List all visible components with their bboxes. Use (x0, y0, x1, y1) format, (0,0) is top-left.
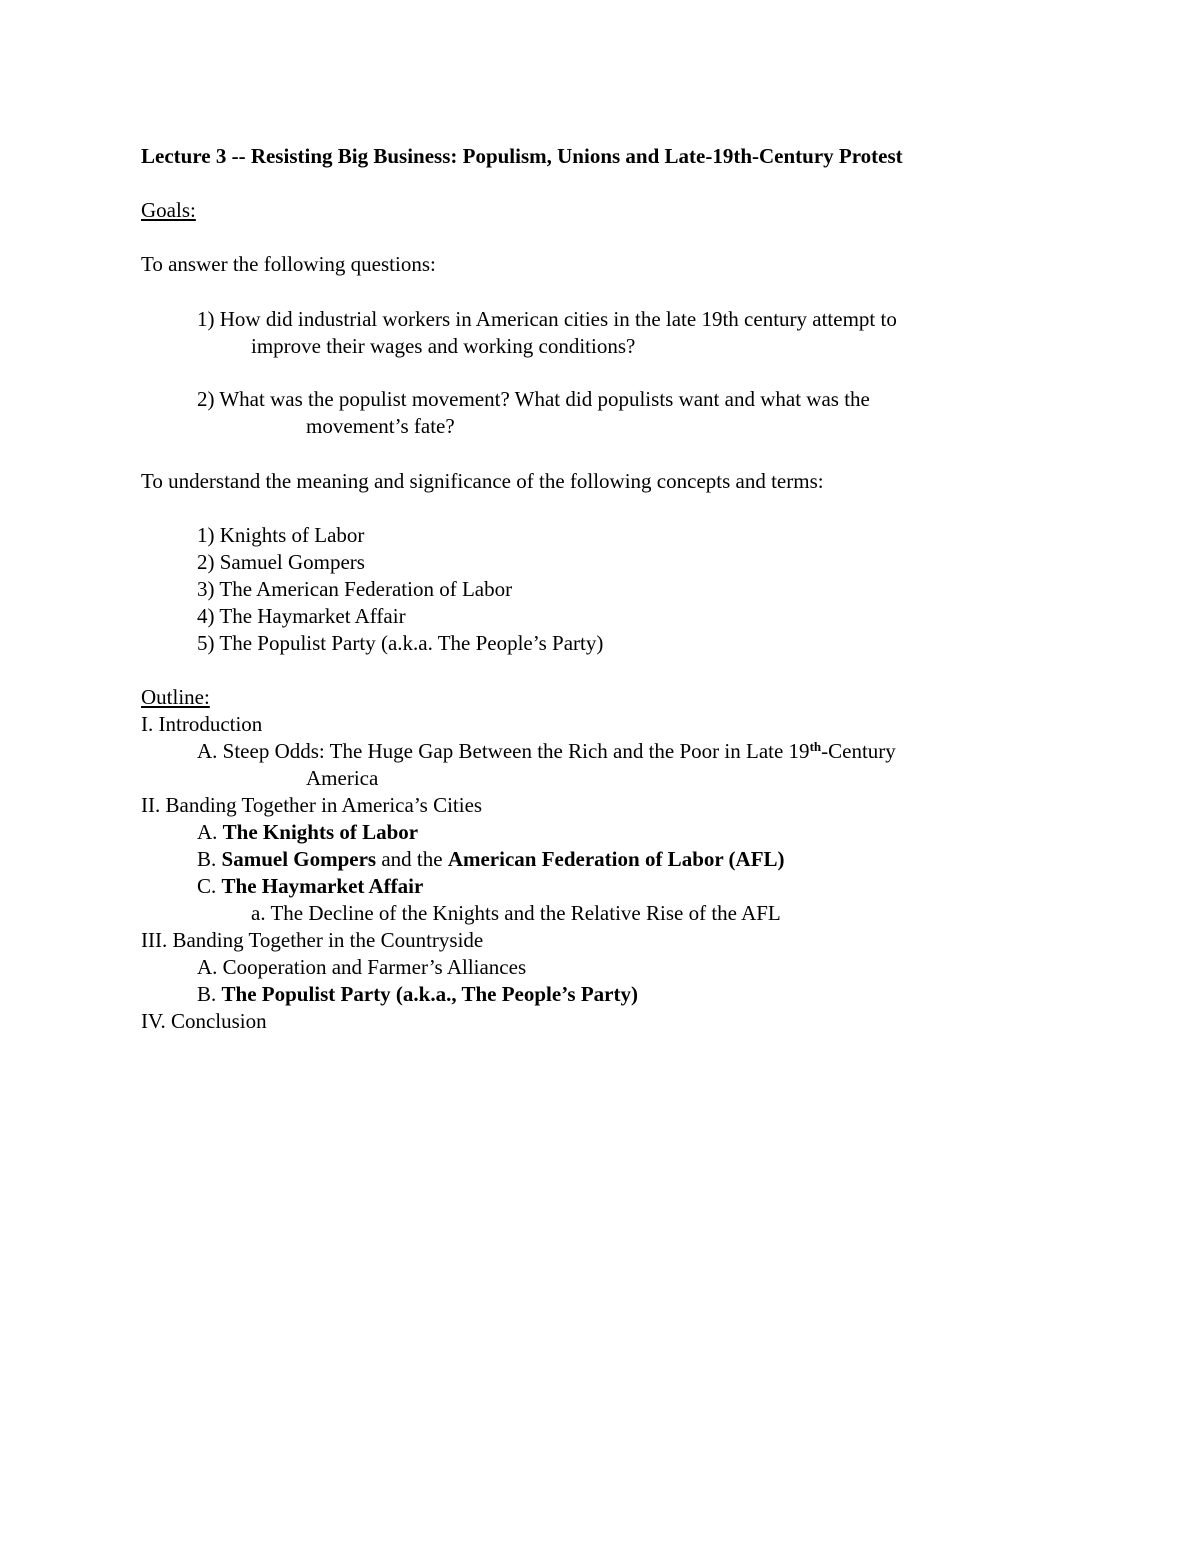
outline-item-i-a-end: -Century (821, 739, 896, 763)
question-2-line-2: movement’s fate? (306, 414, 455, 438)
populist-party-term: The Populist Party (a.k.a., The People’s Party) (221, 982, 638, 1006)
outline-prefix: B. (197, 847, 222, 871)
outline-item-iv: IV. Conclusion (141, 1009, 267, 1033)
outline-item-ii-c (197, 873, 423, 899)
term-item: 4) The Haymarket Affair (197, 604, 406, 628)
outline-item-i: I. Introduction (141, 712, 263, 736)
outline-prefix: C. (197, 874, 222, 898)
terms-intro: To understand the meaning and significance of the following concepts and terms: (141, 469, 824, 493)
goals-heading: Goals: (141, 198, 196, 222)
outline-prefix: A. (197, 820, 223, 844)
question-2-line-1: 2) What was the populist movement? What did populists want and what was the (197, 387, 870, 411)
knights-of-labor-term: The Knights of Labor (222, 820, 419, 844)
outline-heading: Outline: (141, 685, 210, 709)
term-item: 5) The Populist Party (a.k.a. The People’s Party) (197, 631, 604, 655)
outline-prefix: B. (197, 982, 222, 1006)
lecture-title: Lecture 3 -- Resisting Big Business: Populism, Unions and Late-19th-Century Protest (141, 144, 903, 168)
haymarket-affair-term: The Haymarket Affair (221, 874, 424, 898)
questions-intro: To answer the following questions: (141, 252, 436, 276)
samuel-gompers-term: Samuel Gompers (221, 847, 377, 871)
term-item: 2) Samuel Gompers (197, 550, 365, 574)
outline-item-i-a-cont: America (306, 766, 379, 790)
outline-item-ii-a (197, 819, 418, 845)
question-1-line-2: improve their wages and working conditions? (251, 334, 636, 358)
outline-item-iii-b (197, 981, 638, 1007)
outline-item-ii: II. Banding Together in America’s Cities (141, 793, 483, 817)
outline-item-iii-a: A. Cooperation and Farmer’s Alliances (197, 955, 527, 979)
superscript-th: th (809, 739, 822, 754)
question-1-line-1: 1) How did industrial workers in American cities in the late 19th century attempt to (197, 307, 897, 331)
outline-item-i-a-text: A. Steep Odds: The Huge Gap Between the Rich and the Poor in Late 19 (197, 739, 810, 763)
outline-item-ii-b (197, 846, 785, 872)
afl-term: American Federation of Labor (AFL) (447, 847, 785, 871)
term-item: 1) Knights of Labor (197, 523, 365, 547)
outline-item-iii: III. Banding Together in the Countryside (141, 928, 484, 952)
outline-item-ii-c-a: a. The Decline of the Knights and the Relative Rise of the AFL (251, 901, 781, 925)
term-item: 3) The American Federation of Labor (197, 577, 513, 601)
outline-connector: and the (376, 847, 448, 871)
outline-item-i-a (197, 738, 896, 764)
